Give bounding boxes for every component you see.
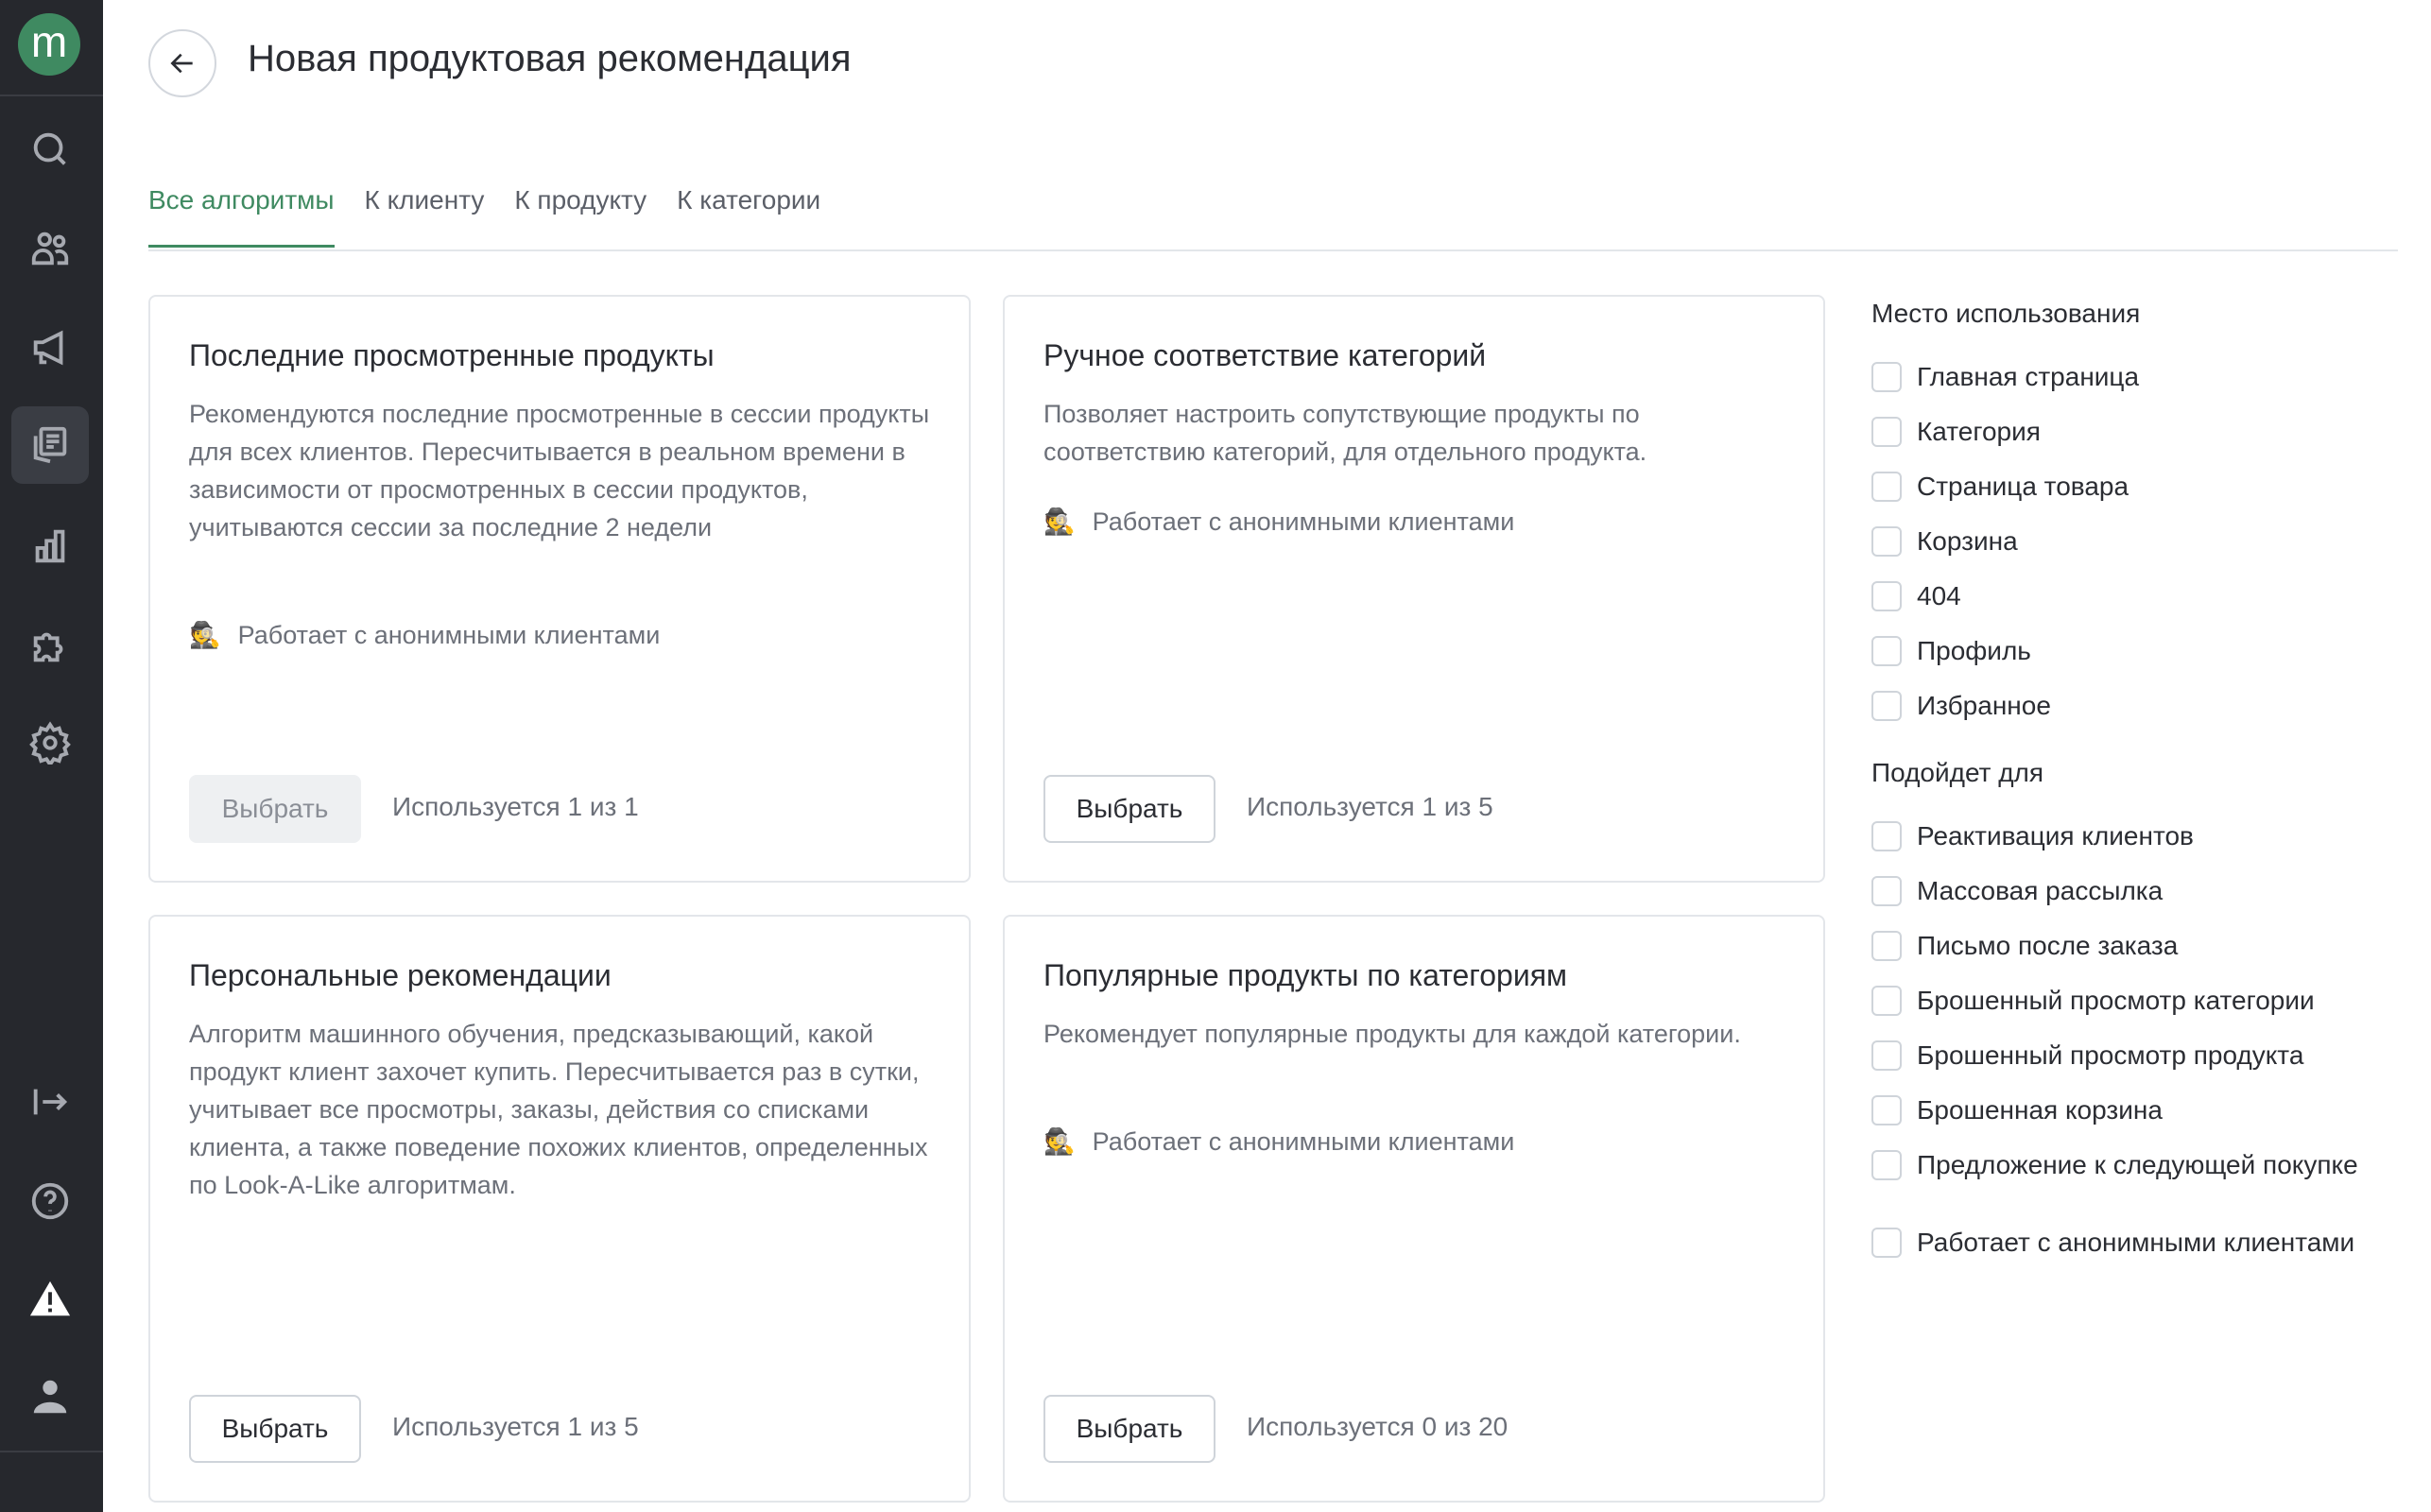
filter-option[interactable] <box>1871 350 2358 404</box>
card-description: Позволяет настроить сопутствующие продукты по соответствию категорий, для отдельного продукта. <box>1043 400 1647 466</box>
help-icon[interactable] <box>24 1175 77 1228</box>
filter-heading-place: Место использования <box>1871 299 2141 328</box>
expand-icon[interactable] <box>24 1075 77 1128</box>
checkbox[interactable] <box>1871 581 1902 611</box>
recommendations-icon[interactable] <box>11 406 89 484</box>
checkbox-label: Реактивация клиентов <box>1917 821 2194 850</box>
checkbox-label: Брошенный просмотр продукта <box>1917 1040 2304 1070</box>
filter-option[interactable] <box>1871 1138 2358 1193</box>
filter-option[interactable] <box>1871 404 2358 459</box>
tab-product[interactable]: К продукту <box>514 185 647 215</box>
checkbox[interactable] <box>1871 472 1902 502</box>
back-button[interactable] <box>148 29 216 97</box>
checkbox-label: Страница товара <box>1917 472 2129 501</box>
algorithm-card <box>1003 915 1825 1503</box>
select-button[interactable]: Выбрать <box>1043 775 1216 843</box>
checkbox-label: Категория <box>1917 417 2041 446</box>
tab-client[interactable]: К клиенту <box>364 185 485 215</box>
checkbox[interactable] <box>1871 931 1902 961</box>
page-title: Новая продуктовая рекомендация <box>248 38 852 79</box>
incognito-icon: 🕵 <box>1043 507 1076 536</box>
gear-icon[interactable] <box>24 716 77 769</box>
checkbox[interactable] <box>1871 876 1902 906</box>
algorithm-card <box>1003 295 1825 883</box>
checkbox[interactable] <box>1871 986 1902 1016</box>
card-title: Последние просмотренные продукты <box>189 338 715 372</box>
filter-option[interactable] <box>1871 973 2358 1028</box>
filter-option[interactable] <box>1871 1083 2358 1138</box>
megaphone-icon[interactable] <box>24 321 77 374</box>
checkbox-label: Работает с анонимными клиентами <box>1917 1228 2355 1257</box>
card-title: Популярные продукты по категориям <box>1043 958 1568 992</box>
filter-option[interactable] <box>1871 809 2358 864</box>
usage-count: Используется 0 из 20 <box>1247 1412 1509 1441</box>
checkbox[interactable] <box>1871 526 1902 557</box>
algorithm-card <box>148 295 971 883</box>
user-icon[interactable] <box>24 1370 77 1423</box>
filter-option[interactable] <box>1871 624 2358 679</box>
checkbox[interactable] <box>1871 1095 1902 1125</box>
checkbox[interactable] <box>1871 417 1902 447</box>
puzzle-icon[interactable] <box>24 619 77 672</box>
card-description: Рекомендует популярные продукты для каждой категории. <box>1043 1020 1741 1048</box>
filter-option[interactable] <box>1871 864 2358 919</box>
filter-anon-checkbox[interactable] <box>1871 1215 2358 1270</box>
divider <box>0 94 103 96</box>
anon-label: Работает с анонимными клиентами <box>1092 507 1515 536</box>
arrow-left-icon <box>167 48 198 78</box>
filter-option[interactable] <box>1871 679 2358 733</box>
checkbox-label: Брошенная корзина <box>1917 1095 2163 1125</box>
anon-note <box>1043 507 1514 537</box>
incognito-icon: 🕵 <box>189 621 221 649</box>
select-button[interactable]: Выбрать <box>189 775 361 843</box>
tabs <box>148 185 820 248</box>
anon-label: Работает с анонимными клиентами <box>1092 1126 1515 1156</box>
checkbox[interactable] <box>1871 1150 1902 1180</box>
chart-icon[interactable] <box>24 520 77 573</box>
filter-option[interactable] <box>1871 569 2358 624</box>
checkbox-label: Письмо после заказа <box>1917 931 2179 960</box>
checkbox[interactable] <box>1871 691 1902 721</box>
divider <box>148 249 2398 251</box>
filter-option[interactable] <box>1871 1028 2358 1083</box>
tab-all[interactable]: Все алгоритмы <box>148 185 335 248</box>
tab-category[interactable]: К категории <box>677 185 821 215</box>
checkbox-label: Избранное <box>1917 691 2051 720</box>
select-button[interactable]: Выбрать <box>1043 1395 1216 1463</box>
checkbox-label: Профиль <box>1917 636 2031 665</box>
card-title: Ручное соответствие категорий <box>1043 338 1487 372</box>
checkbox[interactable] <box>1871 636 1902 666</box>
anon-note <box>1043 1126 1514 1157</box>
algorithm-card <box>148 915 971 1503</box>
usage-count: Используется 1 из 1 <box>392 792 639 821</box>
checkbox-label: Главная страница <box>1917 362 2140 391</box>
sidebar <box>0 0 103 1512</box>
checkbox[interactable] <box>1871 362 1902 392</box>
divider <box>0 1451 103 1452</box>
logo[interactable]: m <box>18 13 80 76</box>
filters-panel <box>1871 295 2358 1270</box>
anon-label: Работает с анонимными клиентами <box>237 620 661 649</box>
checkbox-label: Корзина <box>1917 526 2018 556</box>
checkbox-label: Массовая рассылка <box>1917 876 2164 905</box>
checkbox[interactable] <box>1871 1040 1902 1071</box>
checkbox[interactable] <box>1871 1228 1902 1258</box>
users-icon[interactable] <box>24 222 77 275</box>
usage-count: Используется 1 из 5 <box>392 1412 639 1441</box>
warning-icon[interactable] <box>24 1273 77 1326</box>
filter-option[interactable] <box>1871 919 2358 973</box>
filter-heading-fit: Подойдет для <box>1871 758 2044 787</box>
checkbox-label: Брошенный просмотр категории <box>1917 986 2315 1015</box>
anon-note <box>189 620 660 650</box>
filter-option[interactable] <box>1871 459 2358 514</box>
search-icon[interactable] <box>24 123 77 176</box>
incognito-icon: 🕵 <box>1043 1127 1076 1156</box>
card-description: Рекомендуются последние просмотренные в сессии продукты для всех клиентов. Пересчитывается в реальном времени в зависимости от просмотренных в сессии продуктов, учитываются сессии за последние 2 недели <box>189 400 930 541</box>
checkbox-label: 404 <box>1917 581 1961 610</box>
filter-option[interactable] <box>1871 514 2358 569</box>
select-button[interactable]: Выбрать <box>189 1395 361 1463</box>
card-description: Алгоритм машинного обучения, предсказывающий, какой продукт клиент захочет купить. Пересчитывается раз в сутки, учитывает все просмотры, заказы, действия со списками клиента, а также поведение похожих клиентов, определенных по Look-A-Like алгоритмам. <box>189 1020 928 1199</box>
checkbox-label: Предложение к следующей покупке <box>1917 1150 2358 1179</box>
card-title: Персональные рекомендации <box>189 958 612 992</box>
usage-count: Используется 1 из 5 <box>1247 792 1493 821</box>
checkbox[interactable] <box>1871 821 1902 851</box>
